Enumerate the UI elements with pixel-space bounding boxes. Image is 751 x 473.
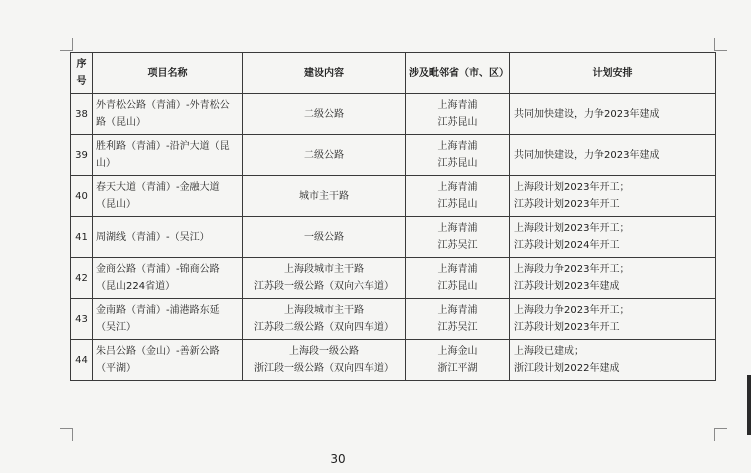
cell-plan-line: 江苏段计划2023年开工 — [514, 199, 620, 210]
cell-no: 39 — [71, 135, 93, 176]
cell-content — [243, 258, 406, 299]
cell-content-line: 上海段城市主干路 — [284, 305, 364, 316]
cell-content-line: 城市主干路 — [299, 190, 349, 202]
cell-content-line: 江苏段一级公路（双向六车道） — [254, 281, 394, 292]
cell-region-line: 上海青浦 — [437, 100, 478, 111]
cell-project-name: 朱吕公路（金山）-善新公路（平湖） — [93, 340, 243, 381]
cell-region-line: 上海金山 — [437, 346, 478, 357]
crop-mark-top-right — [714, 38, 727, 51]
cell-content-line: 二级公路 — [304, 149, 344, 161]
cell-no: 38 — [71, 94, 93, 135]
cell-plan-line: 共同加快建设，力争2023年建成 — [514, 108, 660, 120]
cell-project-name: 外青松公路（青浦）-外青松公路（昆山） — [93, 94, 243, 135]
header-plan: 计划安排 — [510, 53, 716, 94]
cell-region — [406, 340, 510, 381]
project-table — [70, 52, 716, 381]
table-header-row — [71, 53, 716, 94]
cell-no: 41 — [71, 217, 93, 258]
cell-content — [243, 299, 406, 340]
cell-region — [406, 258, 510, 299]
table-row — [71, 94, 716, 135]
cell-project-name: 金南路（青浦）-浦港路东延（吴江） — [93, 299, 243, 340]
table-row — [71, 340, 716, 381]
crop-mark-bottom-right — [714, 428, 727, 441]
cell-no: 44 — [71, 340, 93, 381]
table-row — [71, 217, 716, 258]
cell-region — [406, 94, 510, 135]
cell-plan — [510, 135, 716, 176]
cell-plan — [510, 94, 716, 135]
cell-region — [406, 299, 510, 340]
cell-region-line: 江苏昆山 — [437, 158, 478, 169]
cell-content-line: 上海段一级公路 — [289, 346, 359, 357]
table-row — [71, 299, 716, 340]
cell-region-line: 上海青浦 — [437, 141, 478, 152]
crop-mark-bottom-left — [60, 428, 73, 441]
cell-project-name: 春天大道（青浦）-金融大道（昆山） — [93, 176, 243, 217]
table-row — [71, 135, 716, 176]
cell-content — [243, 340, 406, 381]
cell-region-line: 浙江平湖 — [437, 363, 478, 374]
cell-plan-line: 共同加快建设，力争2023年建成 — [514, 149, 660, 161]
table-body — [71, 94, 716, 381]
page-edge-shadow — [747, 375, 751, 435]
cell-plan-line: 上海段力争2023年开工； — [514, 264, 630, 275]
header-no: 序号 — [71, 53, 93, 94]
cell-plan-line: 江苏段计划2024年开工 — [514, 240, 620, 251]
cell-plan — [510, 258, 716, 299]
cell-region-line: 江苏昆山 — [437, 199, 478, 210]
cell-content-line: 一级公路 — [304, 231, 344, 243]
cell-project-name: 胜利路（青浦）-沿沪大道（昆山） — [93, 135, 243, 176]
cell-plan-line: 上海段力争2023年开工； — [514, 305, 630, 316]
cell-content — [243, 135, 406, 176]
cell-plan-line: 上海段计划2023年开工； — [514, 182, 630, 193]
cell-no: 42 — [71, 258, 93, 299]
header-content: 建设内容 — [243, 53, 406, 94]
cell-no: 43 — [71, 299, 93, 340]
cell-plan-line: 上海段计划2023年开工； — [514, 223, 630, 234]
cell-content — [243, 176, 406, 217]
cell-region-line: 江苏昆山 — [437, 281, 478, 292]
page-number: 30 — [330, 452, 346, 466]
crop-mark-top-left — [60, 38, 73, 51]
cell-content-line: 上海段城市主干路 — [284, 264, 364, 275]
cell-project-name: 周湖线（青浦）-（吴江） — [93, 217, 243, 258]
header-region: 涉及毗邻省（市、区） — [406, 53, 510, 94]
cell-plan — [510, 176, 716, 217]
cell-region-line: 上海青浦 — [437, 182, 478, 193]
cell-project-name: 金商公路（青浦）-锦商公路（昆山224省道） — [93, 258, 243, 299]
cell-plan — [510, 299, 716, 340]
cell-region-line: 江苏昆山 — [437, 117, 478, 128]
cell-plan-line: 浙江段计划2022年建成 — [514, 363, 620, 374]
cell-content-line: 二级公路 — [304, 108, 344, 120]
table-row — [71, 176, 716, 217]
cell-region-line: 上海青浦 — [437, 264, 478, 275]
cell-region — [406, 217, 510, 258]
cell-region-line: 上海青浦 — [437, 223, 478, 234]
cell-plan — [510, 217, 716, 258]
cell-no: 40 — [71, 176, 93, 217]
cell-plan-line: 江苏段计划2023年建成 — [514, 281, 620, 292]
cell-region — [406, 176, 510, 217]
cell-region-line: 江苏吴江 — [437, 322, 478, 333]
table-row — [71, 258, 716, 299]
cell-plan-line: 上海段已建成； — [514, 346, 584, 357]
header-name: 项目名称 — [93, 53, 243, 94]
cell-content-line: 浙江段一级公路（双向四车道） — [254, 363, 394, 374]
cell-plan-line: 江苏段计划2023年开工 — [514, 322, 620, 333]
cell-content — [243, 94, 406, 135]
cell-content — [243, 217, 406, 258]
cell-plan — [510, 340, 716, 381]
cell-region-line: 上海青浦 — [437, 305, 478, 316]
cell-region — [406, 135, 510, 176]
cell-content-line: 江苏段二级公路（双向四车道） — [254, 322, 394, 333]
cell-region-line: 江苏吴江 — [437, 240, 478, 251]
